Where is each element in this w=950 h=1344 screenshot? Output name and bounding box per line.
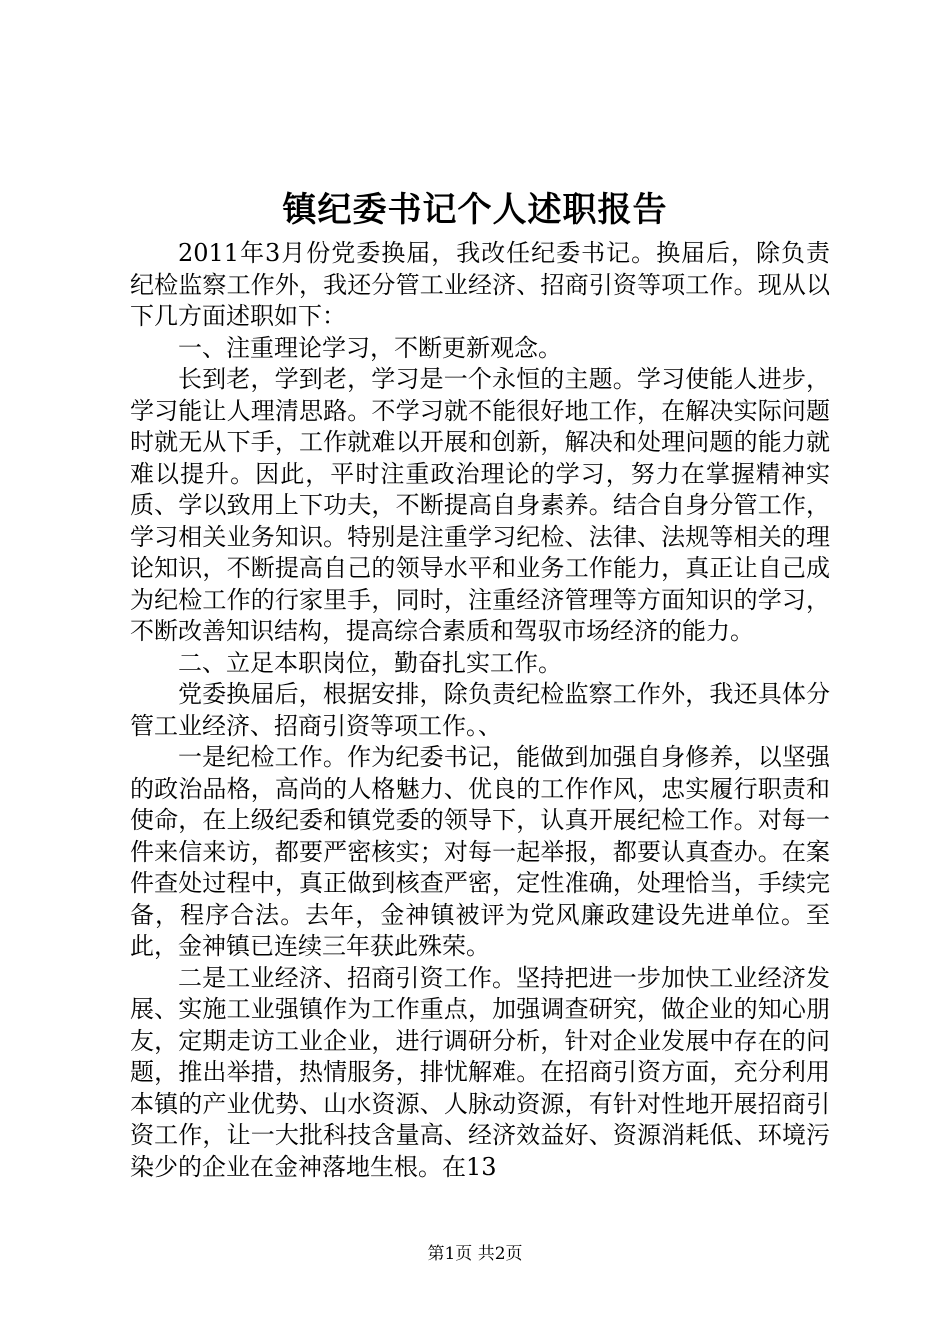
paragraph-intro: 2011年3月份党委换届，我改任纪委书记。换届后，除负责纪检监察工作外，我还分管工业经济、招商引资等项工作。现从以下几方面述职如下： xyxy=(130,239,830,330)
section-heading-2: 二、立足本职岗位，勤奋扎实工作。 xyxy=(178,648,562,677)
paragraph-duties: 党委换届后，根据安排，除负责纪检监察工作外，我还具体分管工业经济、招商引资等项工作。、 xyxy=(130,680,830,740)
document-body xyxy=(130,238,830,1183)
paragraph-discipline-work: 一是纪检工作。作为纪委书记，能做到加强自身修养，以坚强的政治品格，高尚的人格魅力、优良的工作作风，忠实履行职责和使命，在上级纪委和镇党委的领导下，认真开展纪检工作。对每一件来信来访，都要严密核实；对每一起举报，都要认真查办。在案件查处过程中，真正做到核查严密，定性准确，处理恰当，手续完备，程序合法。去年，金神镇被评为党风廉政建设先进单位。至此，金神镇已连续三年获此殊荣。 xyxy=(130,743,830,960)
page-footer: 第1页 共2页 xyxy=(427,1244,523,1264)
paragraph-study: 长到老，学到老，学习是一个永恒的主题。学习使能人进步，学习能让人理清思路。不学习就不能很好地工作，在解决实际问题时就无从下手，工作就难以开展和创新，解决和处理问题的能力就难以提升。因此，平时注重政治理论的学习，努力在掌握精神实质、学以致用上下功夫，不断提高自身素养。结合自身分管工作，学习相关业务知识。特别是注重学习纪检、法律、法规等相关的理论知识，不断提高自己的领导水平和业务工作能力，真正让自己成为纪检工作的行家里手，同时，注重经济管理等方面知识的学习，不断改善知识结构，提高综合素质和驾驭市场经济的能力。 xyxy=(130,365,830,645)
paragraph-industry-work: 二是工业经济、招商引资工作。坚持把进一步加快工业经济发展、实施工业强镇作为工作重点，加强调查研究，做企业的知心朋友，定期走访工业企业，进行调研分析，针对企业发展中存在的问题，推出举措，热情服务，排忧解难。在招商引资方面，充分利用本镇的产业优势、山水资源、人脉动资源，有针对性地开展招商引资工作，让一大批科技含量高、经济效益好、资源消耗低、环境污染少的企业在金神落地生根。在13 xyxy=(130,963,830,1181)
document-title: 镇纪委书记个人述职报告 xyxy=(282,190,668,230)
section-heading-1: 一、注重理论学习，不断更新观念。 xyxy=(178,333,562,362)
